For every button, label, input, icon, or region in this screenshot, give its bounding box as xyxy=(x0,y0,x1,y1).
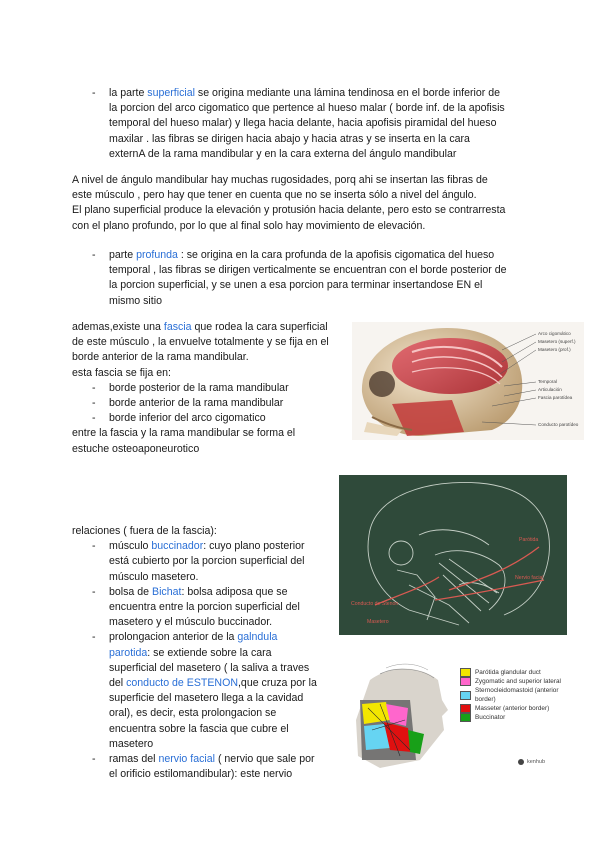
paragraph-angulo xyxy=(72,173,552,234)
text-line: masetero y el músculo buccinador. xyxy=(109,616,273,629)
text-line: está cubierto por la porcion superficial del xyxy=(109,555,305,568)
legend-label: Zygomatic and superior lateral xyxy=(475,678,561,685)
relaciones-title: relaciones ( fuera de la fascia): xyxy=(72,525,217,537)
swatch-blue xyxy=(460,691,471,700)
credit-text: kenhub xyxy=(527,759,546,765)
text: prolongacion anterior de la xyxy=(109,631,238,644)
legend xyxy=(460,668,580,722)
list-item-parotida: - prolongacion anterior de la galndula parotida: se extiende sobre la cara superficial del masetero ( la saliva a traves del conducto de ESTENON,que cruza por la superficie del masetero llega a la cavidad oral), es decir, esta prolongacion se encuentra sobre la fascia que cubre el masetero xyxy=(109,630,342,752)
text: ,que cruza por la xyxy=(237,677,317,690)
link-buccinador[interactable]: buccinador xyxy=(151,540,204,553)
text-line: El plano superficial produce la elevación y protusión hacia delante, pero esto se contrarresta xyxy=(72,204,506,217)
legend-label: Parótida glandular duct xyxy=(475,669,541,676)
text: la parte xyxy=(109,87,148,99)
chalkboard-drawing xyxy=(339,475,567,635)
legend-item xyxy=(460,704,580,713)
text: del xyxy=(109,677,127,690)
text-line: entre la fascia y la rama mandibular se forma el xyxy=(72,427,296,440)
text: : se origina en la cara profunda de la apofisis cigomatica del hueso xyxy=(177,249,495,261)
text: borde inferior del arco cigomatico xyxy=(109,412,266,425)
text: ( nervio que sale por xyxy=(215,753,315,766)
label-parotida: Parótida xyxy=(519,537,539,543)
link-fascia[interactable]: fascia xyxy=(163,321,192,333)
text-line: este músculo , pero hay que tener en cuenta que no se inserta sólo a nivel del ángulo. xyxy=(72,189,477,202)
text: se origina mediante una lámina tendinosa en el borde inferior de xyxy=(194,87,501,99)
link-galndula[interactable]: galndula xyxy=(237,631,278,644)
text-line: masetero xyxy=(109,737,154,750)
text-line: músculo masetero. xyxy=(109,570,199,583)
label-4: Temporal xyxy=(538,379,557,384)
link-nervio-facial[interactable]: nervio facial xyxy=(158,753,215,766)
label-2: Masetero (superf.) xyxy=(538,339,576,344)
text: parte xyxy=(109,249,137,261)
bullet-superficial xyxy=(92,86,549,162)
list-item: - borde anterior de la rama mandibular xyxy=(92,397,284,410)
label-6: Fascia parotídea xyxy=(538,395,573,400)
label-1: Arco cigomático xyxy=(538,331,571,336)
legend-label: Sternocleidomastoid (anterior border) xyxy=(475,687,559,703)
link-bichat[interactable]: Bichat xyxy=(152,585,182,598)
label-7: Conducto parotídeo xyxy=(538,422,579,427)
bullet-profunda xyxy=(92,248,549,309)
legend-item xyxy=(460,668,580,677)
figure-kenhub-head xyxy=(350,660,580,772)
list-item-nervio-facial: - ramas del nervio facial ( nervio que sale por el orificio estilomandibular): este nervio xyxy=(109,752,342,782)
text-line: con el plano profundo, por lo que al final solo hay movimiento de elevación. xyxy=(72,219,426,232)
figure-masseter-skull xyxy=(352,322,584,440)
swatch-pink xyxy=(460,677,471,686)
text-line: temporal , las fibras se dirigen verticalmente se encuentran con el borde posterior de xyxy=(109,264,507,277)
bullet-dash: - xyxy=(92,87,96,99)
figure-chalkboard xyxy=(339,475,567,635)
legend-item xyxy=(460,713,580,722)
skull-illustration xyxy=(352,322,584,440)
fascia-section xyxy=(72,320,347,457)
text-line: oral), es decir, esta prolongacion se xyxy=(109,707,277,720)
text-line: encuentra sobre la fascia que cubre el xyxy=(109,722,289,735)
text: : se extiende sobre la cara xyxy=(147,646,272,659)
swatch-green xyxy=(460,713,471,722)
link-estenon[interactable]: conducto de ESTENON xyxy=(126,677,238,690)
text-line: mismo sitio xyxy=(109,294,162,307)
kenhub-credit xyxy=(518,759,545,765)
text-line: encuentra entre la porcion superficial del xyxy=(109,601,300,614)
list-item: - borde inferior del arco cigomatico xyxy=(92,412,266,425)
bullet-dash: - xyxy=(92,249,96,261)
text-line: el orificio estilomandibular): este nervio xyxy=(109,768,293,781)
text-line: de este músculo , la envuelve totalmente y se fija en el xyxy=(72,336,329,349)
text-line: estuche osteoaponeurotico xyxy=(72,442,200,455)
legend-item xyxy=(460,686,580,704)
text-line: temporal del hueso malar) y llega hacia delante, hacia apofisis piramidal del hueso xyxy=(109,117,497,130)
head-illustration xyxy=(350,660,460,772)
text: : bolsa adiposa que se xyxy=(181,585,288,598)
text-line: esta fascia se fija en: xyxy=(72,366,171,379)
list-item-buccinador: - músculo buccinador: cuyo plano posterior está cubierto por la porcion superficial del músculo masetero. xyxy=(109,539,342,585)
relaciones-list xyxy=(72,539,342,782)
label-5: Articulación xyxy=(538,387,562,392)
swatch-red xyxy=(460,704,471,713)
link-profunda[interactable]: profunda xyxy=(136,249,178,261)
text-line: superficial del masetero ( la saliva a traves xyxy=(109,661,310,674)
link-parotida[interactable]: parotida xyxy=(109,646,148,659)
list-item-bichat: - bolsa de Bichat: bolsa adiposa que se encuentra entre la porcion superficial del masetero y el músculo buccinador. xyxy=(109,585,342,631)
label-3: Masetero (prof.) xyxy=(538,347,571,352)
swatch-yellow xyxy=(460,668,471,677)
text: músculo xyxy=(109,540,152,553)
fascia-list xyxy=(72,381,347,427)
link-superficial[interactable]: superficial xyxy=(147,87,195,99)
text-line: la porcion superficial, y se unen a esa porcion para terminar insertandose EN el xyxy=(109,279,483,292)
text-line: maxilar . las fibras se dirigen hacia abajo y hacia atras y se inserta en la cara xyxy=(109,132,470,145)
text: ademas,existe una xyxy=(72,321,164,333)
legend-label: Masseter (anterior border) xyxy=(475,705,550,712)
list-item: - borde posterior de la rama mandibular xyxy=(92,381,289,394)
text: borde posterior de la rama mandibular xyxy=(109,381,289,394)
text: que rodea la cara superficial xyxy=(191,321,328,333)
text-line: superficie del masetero llega a la cavidad xyxy=(109,692,304,705)
legend-item xyxy=(460,677,580,686)
text: borde anterior de la rama mandibular xyxy=(109,397,284,410)
text: ramas del xyxy=(109,753,159,766)
text-line: externA de la rama mandibular y en la cara externa del ángulo mandibular xyxy=(109,147,457,160)
label-masetero: Masetero xyxy=(367,619,389,625)
kenhub-logo-icon xyxy=(518,759,524,765)
text-line: borde anterior de la rama mandibular. xyxy=(72,351,249,364)
text-line: la porcion del arco cigomatico que pertence al hueso malar ( borde inf. de la apofisis xyxy=(109,102,505,115)
legend-label: Buccinator xyxy=(475,714,506,721)
text: bolsa de xyxy=(109,585,152,598)
label-stenon: Conducto de Stenon xyxy=(351,601,399,607)
label-facial: Nervio facial xyxy=(515,575,544,581)
text-line: A nivel de ángulo mandibular hay muchas rugosidades, porq ahi se insertan las fibras de xyxy=(72,174,488,186)
text: : cuyo plano posterior xyxy=(203,540,305,553)
relaciones-section xyxy=(72,524,342,782)
